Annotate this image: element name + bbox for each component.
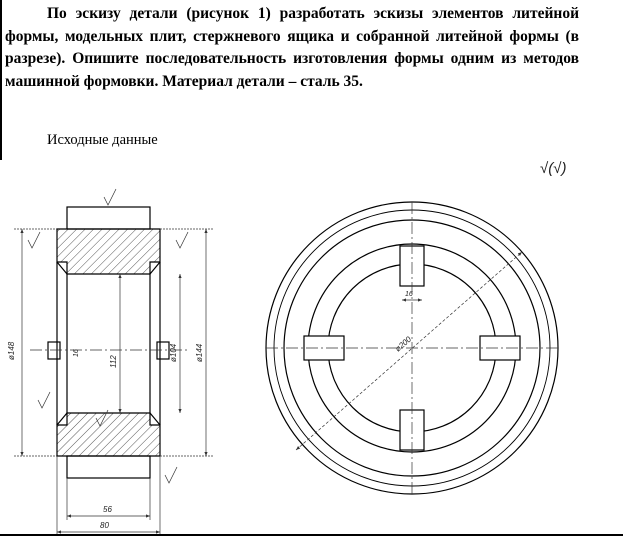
task-statement: По эскизу детали (рисунок 1) разработать эскизы элементов литейной формы, модельных плит, стержневого ящика и собранной литейной формы (в разрезе). Опишите последовательность изготовления формы одним из методов машинной формовки. Материал детали – сталь 35. — [5, 5, 579, 90]
rim-bottom-hatch — [57, 413, 160, 456]
bottom-rule — [0, 534, 623, 536]
dim-len80: 80 — [100, 521, 109, 530]
roughness-note: √(√) — [540, 160, 567, 177]
section-view — [48, 207, 169, 478]
dim-spoke-16: 16 — [405, 291, 413, 298]
dim-d200: ø200 — [393, 334, 414, 354]
rim-top-hatch — [57, 229, 160, 274]
front-dimensions — [266, 202, 558, 494]
dim-d104: ø104 — [169, 343, 178, 362]
hub-bottom-outline — [67, 456, 150, 478]
hub-top-outline — [67, 207, 150, 229]
source-data-heading: Исходные данные — [47, 132, 158, 148]
slot — [48, 342, 60, 359]
dim-d144: ø144 — [195, 343, 204, 362]
dim-len56: 56 — [103, 505, 112, 514]
dim-d148: ø148 — [7, 341, 16, 360]
dim-slot-16: 16 — [73, 349, 80, 357]
dim-h112: 112 — [109, 355, 118, 368]
